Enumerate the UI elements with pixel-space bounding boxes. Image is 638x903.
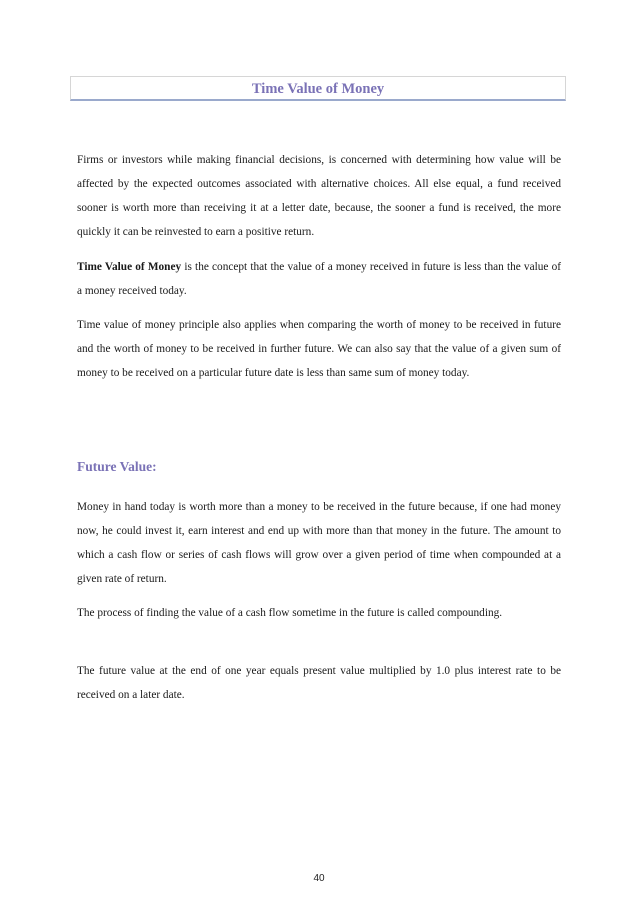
principle-paragraph: Time value of money principle also applies when comparing the worth of money to be received in future and the worth of money to be received in further future. We can also say that the value of a given sum of money to be received on a particular future date is less than same sum of money today. bbox=[77, 319, 561, 379]
compounding-paragraph: The process of finding the value of a cash flow sometime in the future is called compounding. bbox=[77, 607, 503, 619]
definition-paragraph bbox=[77, 255, 561, 303]
definition-text: is the concept that the value of a money received in future is less than the value of a money received today. bbox=[77, 261, 561, 297]
future-value-heading: Future Value: bbox=[77, 459, 157, 474]
page-title: Time Value of Money bbox=[251, 81, 385, 97]
future-value-paragraph: Money in hand today is worth more than a money to be received in the future because, if one had money now, he could invest it, earn interest and end up with more than that money in the future. The amount to which a cash flow or series of cash flows will grow over a given period of time when compounded at a given rate of return. bbox=[77, 501, 561, 585]
one-year-paragraph: The future value at the end of one year equals present value multiplied by 1.0 plus interest rate to be received on a later date. bbox=[77, 665, 561, 701]
title-box bbox=[70, 76, 566, 101]
page-number: 40 bbox=[313, 873, 325, 884]
intro-paragraph: Firms or investors while making financial decisions, is concerned with determining how value will be affected by the expected outcomes associated with alternative choices. All else equal, a fund received sooner is worth more than receiving it at a letter date, because, the sooner a fund is received, the more quickly it can be reinvested to earn a positive return. bbox=[77, 154, 561, 238]
definition-term: Time Value of Money bbox=[77, 261, 182, 273]
